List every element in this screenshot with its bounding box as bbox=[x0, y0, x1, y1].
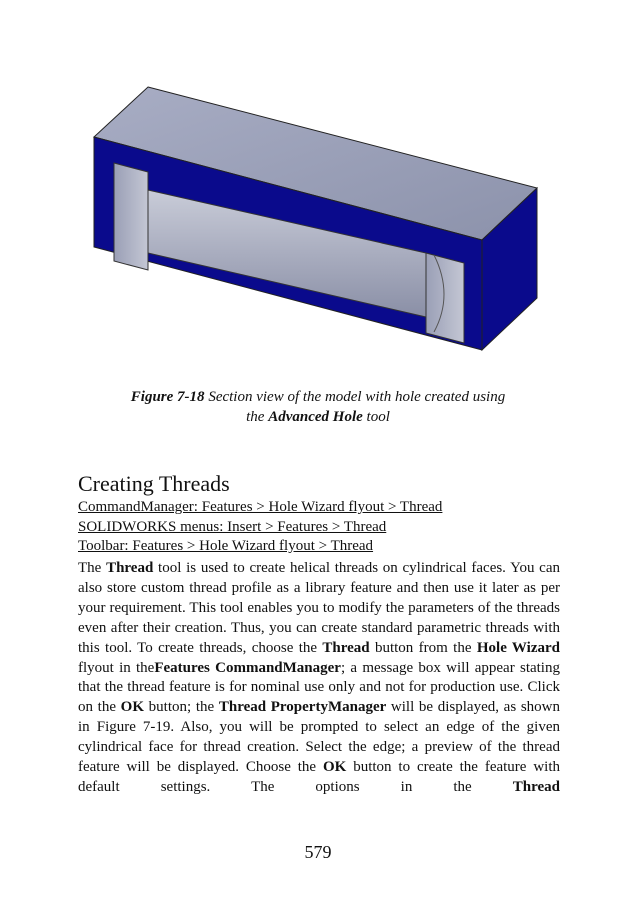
page-number: 579 bbox=[304, 842, 332, 862]
command-paths bbox=[78, 498, 442, 557]
body-paragraph: The Thread tool is used to create helical threads on cylindrical faces. You can also store custom thread profile as a library feature and then use it later as per your requirement. This tool enables you to modify the parameters of the threads even after their creation. Thus, you can create standard parametric threads with this tool. To create threads, choose the Thread button from the Hole Wizard flyout in theFeatures CommandManager; a message box will appear stating that the thread feature is for nominal use only and not for production use. Click on the OK button; the Thread PropertyManager will be displayed, as shown in Figure 7-19. Also, you will be prompted to select an edge of the given cylindrical face for thread creation. Select the edge; a preview of the thread feature will be displayed. Choose the OK button to create the feature with default settings. The options in the Thread bbox=[78, 560, 561, 795]
caption-line-1: Section view of the model with hole created using bbox=[208, 389, 506, 405]
left-counterbore bbox=[114, 163, 148, 270]
path-toolbar: Toolbar: Features > Hole Wizard flyout > Thread bbox=[78, 538, 374, 554]
section-heading: Creating Threads bbox=[78, 471, 230, 496]
path-commandmanager: CommandManager: Features > Hole Wizard flyout > Thread bbox=[78, 499, 443, 515]
figure-caption: Figure 7-18 Section view of the model with hole created using the Advanced Hole tool bbox=[130, 389, 506, 425]
right-counterbore bbox=[426, 253, 464, 343]
path-solidworks-menus: SOLIDWORKS menus: Insert > Features > Thread bbox=[78, 518, 387, 535]
section-view-figure bbox=[82, 80, 552, 380]
figure-label: Figure 7-18 bbox=[130, 389, 205, 405]
caption-tool-name: Advanced Hole bbox=[268, 409, 363, 425]
